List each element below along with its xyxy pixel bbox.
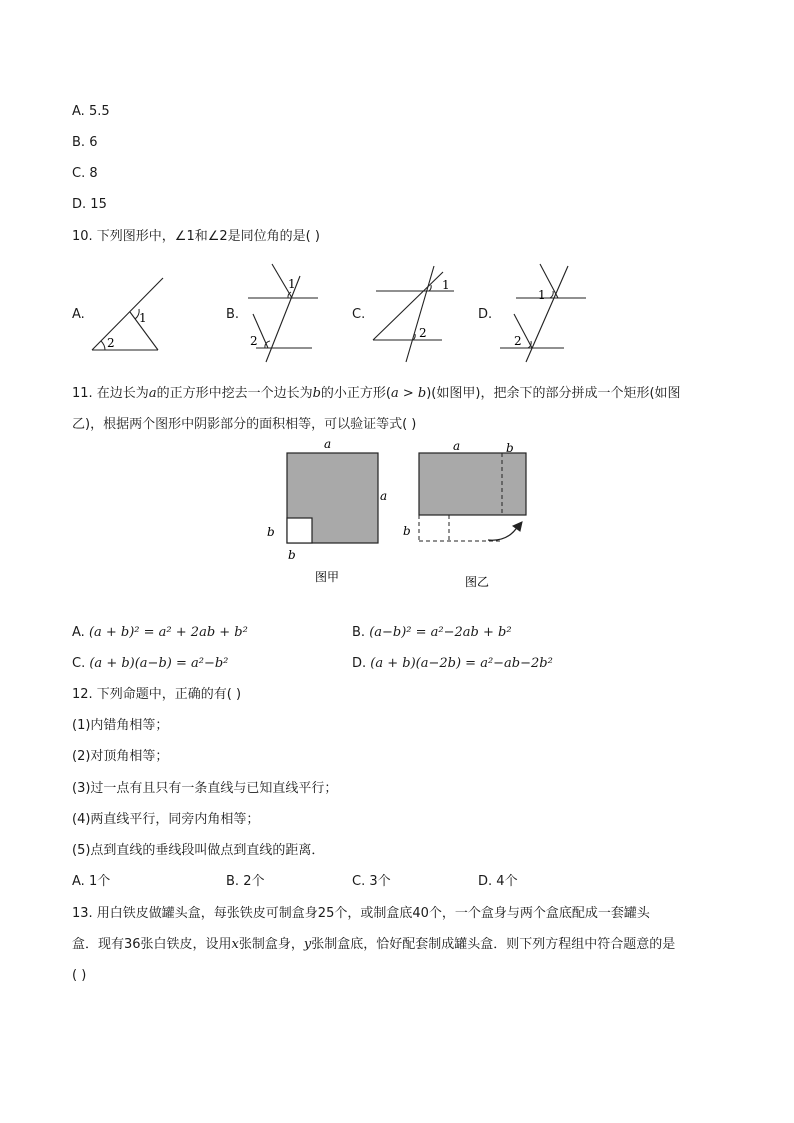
q11-option-c [72,655,228,673]
option-letter: A. [72,625,85,640]
option-letter: C. [72,656,86,671]
angle-2-label: 2 [419,326,427,340]
angle-1-label: 1 [442,278,450,292]
option-value: 8 [89,166,98,181]
option-expression: (a + b)(a−b) = a²−b² [89,656,229,671]
math-var-y: y [303,937,312,952]
option-expression: (a + b)² = a² + 2ab + b² [88,625,248,640]
side-label-left: b [267,525,275,539]
q12-option-b [226,873,264,891]
q10-figure-c-letter: C. [352,307,366,322]
math-var-x: x [231,937,239,952]
angle-1-label: 1 [139,311,147,325]
option-value: 3个 [369,874,391,889]
figure-caption: 图乙 [465,575,490,589]
q12-item-3: (3)过一点有且只有一条直线与已知直线平行； [72,781,338,796]
q12-item-1: (1)内错角相等； [72,718,169,733]
option-value: 5.5 [88,104,110,119]
option-letter: D. [478,874,493,889]
q11-option-d [352,655,553,673]
side-label-top: a [324,437,332,451]
q10-figure-a-letter: A. [72,307,85,322]
side-label-top-a: a [453,439,461,453]
math-var-a: a [148,386,157,401]
q9-option-a [72,103,110,121]
text-segment: 的小正方形( [320,386,391,401]
option-letter: D. [352,656,367,671]
q10-figure-a [88,275,168,355]
option-letter: A. [72,104,85,119]
option-value: 6 [89,135,98,150]
option-value: 4个 [496,874,518,889]
option-letter: B. [352,625,366,640]
text-segment: 盒．现有36张白铁皮，设用 [72,937,232,952]
option-value: 1个 [88,874,111,889]
angle-1-label: 1 [538,288,546,302]
option-letter: A. [72,874,85,889]
angle-1-label: 1 [288,277,296,291]
figure-caption: 图甲 [315,570,340,584]
q11-option-b [352,624,512,642]
text-segment: )(如图甲)，把余下的部分拼成一个矩形(如图 [426,386,681,401]
side-label-left: b [403,524,411,538]
text-segment: 张制盒身， [238,937,304,952]
angle-2-label: 2 [250,334,258,348]
q12-item-5: (5)点到直线的垂线段叫做点到直线的距离． [72,843,325,858]
q10-figure-c [368,264,458,364]
angle-2-label: 2 [514,334,522,348]
q11-stem-line2: 乙)，根据两个图形中阴影部分的面积相等，可以验证等式( ) [72,417,417,432]
q9-option-c [72,165,98,183]
q12-option-a [72,873,110,891]
option-value: 2个 [243,874,265,889]
q10-figure-b-letter: B. [226,307,240,322]
q13-stem-line1: 13. 用白铁皮做罐头盒，每张铁皮可制盒身25个，或制盒底40个，一个盒身与两个盒底配成一套罐头 [72,906,650,921]
q12-item-2: (2)对顶角相等； [72,749,169,764]
option-expression: (a−b)² = a²−2ab + b² [369,625,512,640]
q12-option-d [478,873,518,891]
q11-figure-jia [258,436,398,590]
q9-option-b [72,134,97,152]
text-segment: 的正方形中挖去一个边长为 [156,386,313,401]
q11-option-a [72,624,248,642]
math-condition: a > b [391,386,427,401]
q13-stem-line2 [72,936,675,954]
text-segment: 张制盒底，恰好配套制成罐头盒．则下列方程组中符合题意的是 [311,937,676,952]
q10-figure-d-letter: D. [478,307,493,322]
q11-stem-line1 [72,385,681,403]
q12-option-c [352,873,391,891]
option-value: 15 [90,197,107,212]
q12-item-4: (4)两直线平行，同旁内角相等； [72,812,260,827]
side-label-top-b: b [506,441,514,455]
angle-2-label: 2 [107,336,115,350]
side-label-right: a [380,489,388,503]
option-expression: (a + b)(a−2b) = a²−ab−2b² [370,656,553,671]
q11-figure-yi [398,436,538,592]
q10-figure-b [244,262,324,364]
q13-stem-line3: ( ) [72,968,87,983]
q9-option-d [72,196,107,214]
q10-figure-d [496,262,590,364]
math-var-b: b [312,386,321,401]
q12-stem: 12. 下列命题中，正确的有( ) [72,687,242,702]
text-segment: 11. 在边长为 [72,386,149,401]
option-letter: C. [72,166,86,181]
option-letter: B. [72,135,86,150]
option-letter: B. [226,874,240,889]
side-label-bottom: b [288,548,296,562]
q10-stem: 10. 下列图形中，∠1和∠2是同位角的是( ) [72,229,320,244]
option-letter: C. [352,874,366,889]
option-letter: D. [72,197,87,212]
